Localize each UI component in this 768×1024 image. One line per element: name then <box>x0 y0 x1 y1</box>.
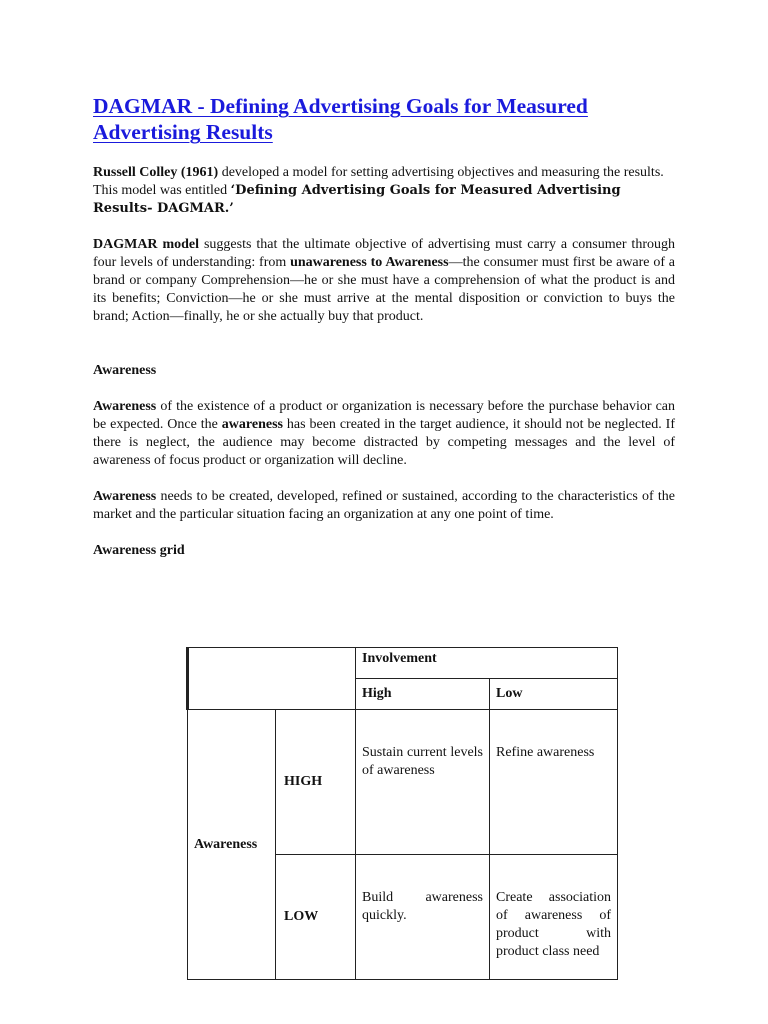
grid-corner-cell <box>188 648 356 710</box>
intro-paragraph <box>93 164 675 218</box>
row-high-label: HIGH <box>276 710 356 855</box>
model-title: ‘Defining Advertising Goals for Measured Advertising Results- DAGMAR.’ <box>93 183 621 216</box>
awareness-text-1: of the existence of a product or organization is necessary before the purchase behavior can be expected. Once the <box>93 399 675 432</box>
cell-high-low: Refine awareness <box>490 710 618 855</box>
author-name: Russell Colley (1961) <box>93 165 219 180</box>
awareness-grid-heading: Awareness grid <box>93 543 185 558</box>
awareness-bold-2: awareness <box>221 417 283 432</box>
awareness-paragraph-1 <box>93 398 675 470</box>
document-page <box>93 93 675 560</box>
cell-low-high: Build awareness quickly. <box>356 855 490 980</box>
intro-text: developed a model for setting advertising objectives and measuring the results. This model was entitled <box>93 165 664 198</box>
row-low-label: LOW <box>276 855 356 980</box>
column-high-header: High <box>356 679 490 710</box>
awareness-bold-1: Awareness <box>93 399 157 414</box>
dagmar-text-1: suggests that the ultimate objective of advertising must carry a consumer through four levels of understanding: from <box>93 237 675 270</box>
cell-high-high: Sustain current levels of awareness <box>356 710 490 855</box>
column-low-header: Low <box>490 679 618 710</box>
awareness-paragraph-2 <box>93 488 675 524</box>
awareness-heading: Awareness <box>93 363 157 378</box>
cell-low-low: Create association of awareness of product with product class need <box>490 855 618 980</box>
dagmar-lead: DAGMAR model <box>93 237 200 252</box>
awareness-text-2: has been created in the target audience, it should not be neglected. If there is neglect, the audience may become distracted by competing messages and the level of awareness of focus product or organization will decline. <box>93 417 675 468</box>
awareness2-text: needs to be created, developed, refined or sustained, according to the characteristics of the market and the particular situation facing an organization at any one point of time. <box>93 489 675 522</box>
involvement-header: Involvement <box>356 648 618 679</box>
dagmar-text-2: —the consumer must first be aware of a brand or company Comprehension—he or she must have a comprehension of what the product is and its benefits; Conviction—he or she must arrive at the mental disposition or conviction to buys the brand; Action—finally, he or she actually buy that product. <box>93 255 675 324</box>
awareness2-bold: Awareness <box>93 489 157 504</box>
dagmar-bold-phrase: unawareness to Awareness <box>290 255 449 270</box>
page-title-link[interactable]: DAGMAR - Defining Advertising Goals for Measured Advertising Results <box>93 94 588 144</box>
awareness-grid-table <box>186 647 618 980</box>
awareness-row-axis: Awareness <box>188 710 276 980</box>
dagmar-paragraph <box>93 236 675 326</box>
